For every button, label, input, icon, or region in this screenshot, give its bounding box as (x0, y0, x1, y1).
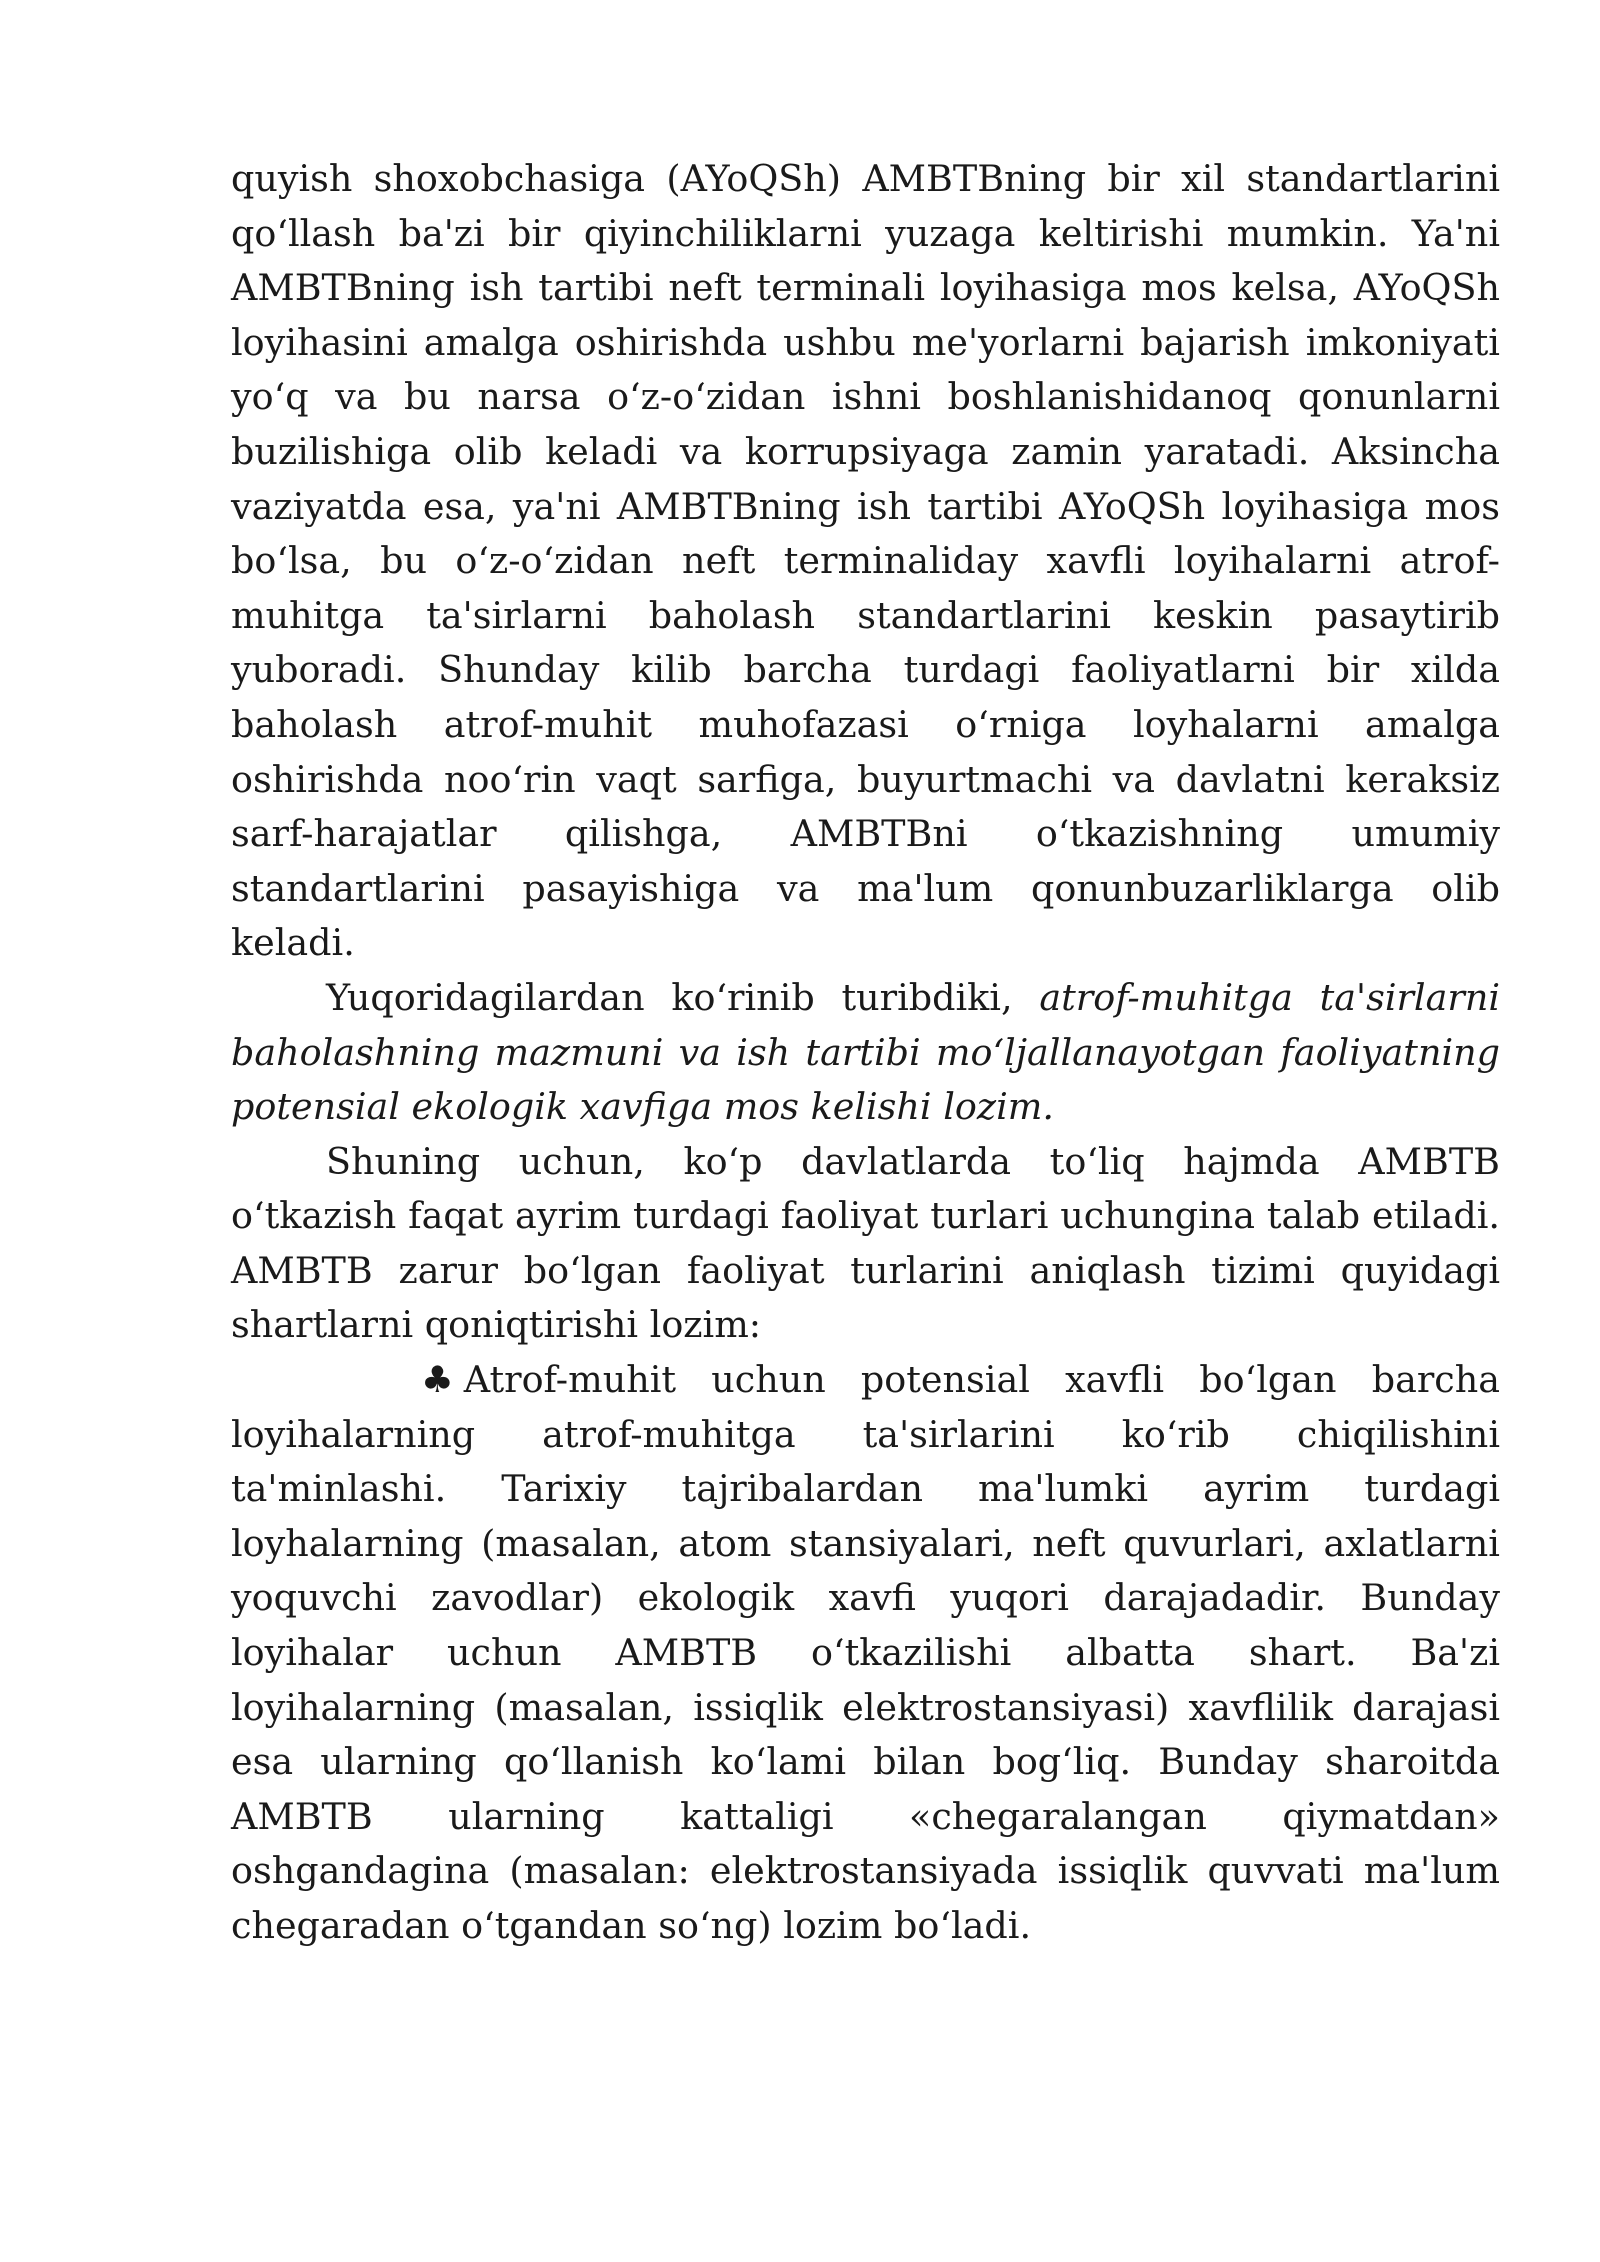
conclusion-italic-text: atrof-muhitga ta'sirlarni baholashning mazmuni va ish tartibi mo‘ljallanayotgan faoliyatning potensial ekologik xavfiga mos kelishi lozim. (231, 975, 1500, 1129)
bullet-item (231, 1353, 1500, 1954)
document-body (231, 152, 1500, 1954)
paragraph-conclusion (231, 971, 1500, 1135)
conclusion-lead-text: Yuqoridagilardan ko‘rinib turibdiki, (326, 975, 1040, 1019)
paragraph-continuation: quyish shoxobchasiga (AYoQSh) AMBTBning bir xil standartlarini qo‘llash ba'zi bir qiyinchiliklarni yuzaga keltirishi mumkin. Ya'ni AMBTBning ish tartibi neft terminali loyihasiga mos kelsa, AYoQSh loyihasini amalga oshirishda ushbu me'yorlarni bajarish imkoniyati yo‘q va bu narsa o‘z-o‘zidan ishni boshlanishidanoq qonunlarni buzilishiga olib keladi va korrupsiyaga zamin yaratadi. Aksincha vaziyatda esa, ya'ni AMBTBning ish tartibi AYoQSh loyihasiga mos bo‘lsa, bu o‘z-o‘zidan neft terminaliday xavfli loyihalarni atrof-muhitga ta'sirlarni baholash standartlarini keskin pasaytirib yuboradi. Shunday kilib barcha turdagi faoliyatlarni bir xilda baholash atrof-muhit muhofazasi o‘rniga loyhalarni amalga oshirishda noo‘rin vaqt sarfiga, buyurtmachi va davlatni keraksiz sarf-harajatlar qilishga, AMBTBni o‘tkazishning umumiy standartlarini pasayishiga va ma'lum qonunbuzarliklarga olib keladi. (231, 157, 1500, 965)
club-bullet-icon: ♣ (421, 1358, 454, 1402)
paragraph-requirements-intro: Shuning uchun, ko‘p davlatlarda to‘liq hajmda AMBTB o‘tkazish faqat ayrim turdagi faoliyat turlari uchungina talab etiladi. AMBTB zarur bo‘lgan faoliyat turlarini aniqlash tizimi quyidagi shartlarni qoniqtirishi lozim: (231, 1139, 1500, 1347)
bullet-item-text: Atrof-muhit uchun potensial xavfli bo‘lgan barcha loyihalarning atrof-muhitga ta'sirlarini ko‘rib chiqilishini ta'minlashi. Tarixiy tajribalardan ma'lumki ayrim turdagi loyhalarning (masalan, atom stansiyalari, neft quvurlari, axlatlarni yoquvchi zavodlar) ekologik xavfi yuqori darajadadir. Bunday loyihalar uchun AMBTB o‘tkazilishi albatta shart. Ba'zi loyihalarning (masalan, issiqlik elektrostansiyasi) xavflilik darajasi esa ularning qo‘llanish ko‘lami bilan bog‘liq. Bunday sharoitda AMBTB ularning kattaligi «chegaralangan qiymatdan» oshgandagina (masalan: elektrostansiyada issiqlik quvvati ma'lum chegaradan o‘tgandan so‘ng) lozim bo‘ladi. (231, 1358, 1500, 1947)
